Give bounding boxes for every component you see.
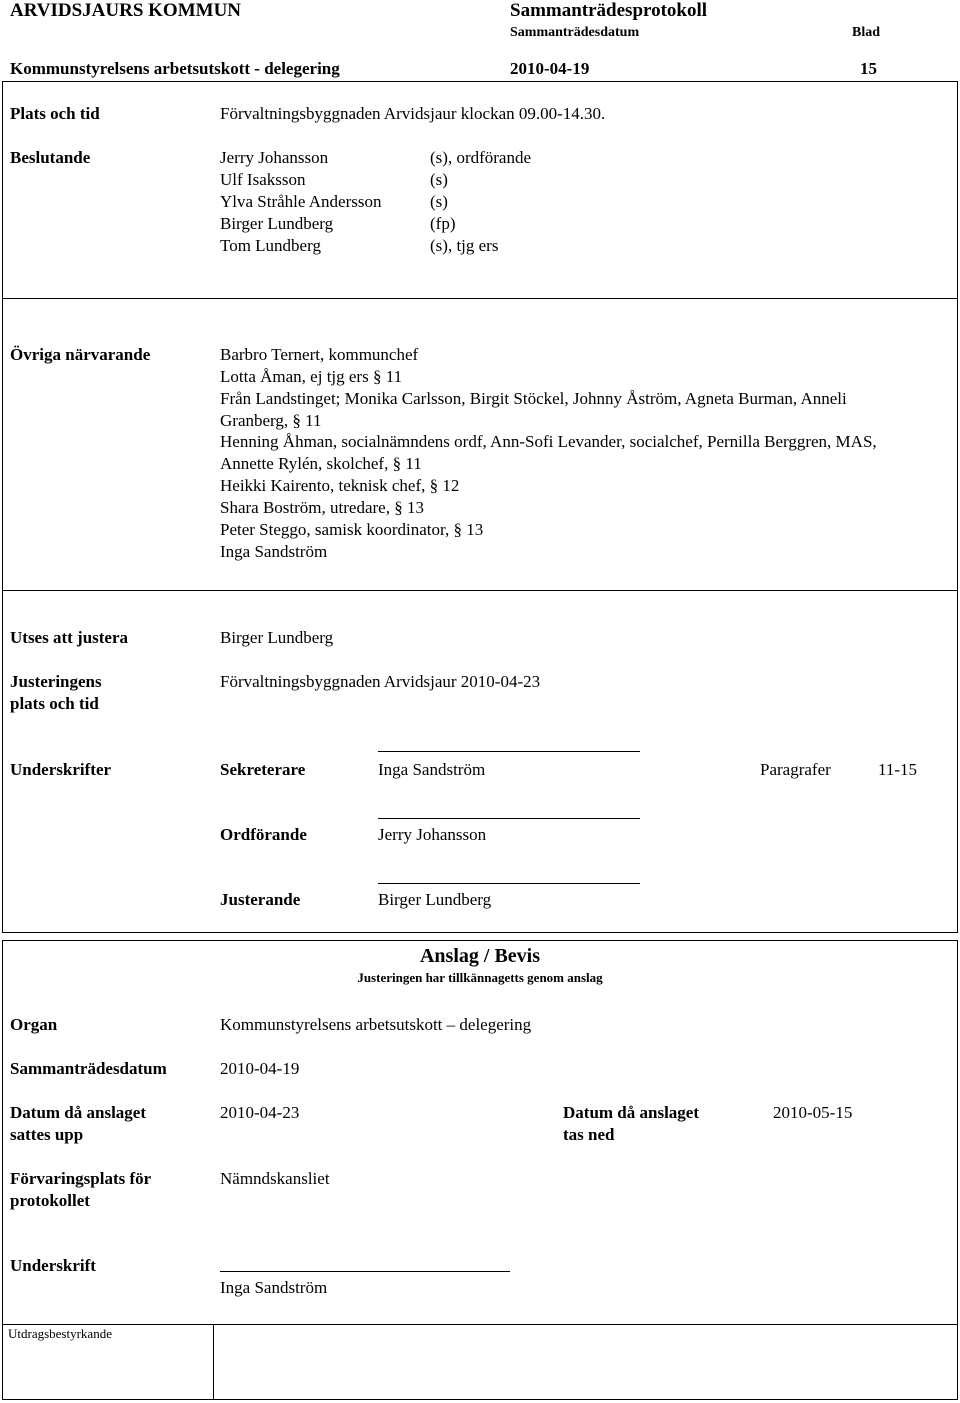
decider-name: Ylva Stråhle Andersson xyxy=(220,192,382,211)
appointed-label: Utses att justera xyxy=(10,628,129,647)
signatures-label: Underskrifter xyxy=(10,760,112,779)
deciders-label: Beslutande xyxy=(10,148,91,167)
attendee-line: Heikki Kairento, teknisk chef, § 12 xyxy=(220,476,460,495)
chair-label: Ordförande xyxy=(220,825,307,844)
notice-signature-label: Underskrift xyxy=(10,1256,96,1275)
decider-name: Tom Lundberg xyxy=(220,236,321,255)
attendee-line: Granberg, § 11 xyxy=(220,411,322,430)
signature-line xyxy=(220,1271,510,1272)
section-divider xyxy=(2,298,958,299)
attendee-line: Shara Boström, utredare, § 13 xyxy=(220,498,424,517)
place-label: Plats och tid xyxy=(10,104,100,123)
meeting-frame xyxy=(2,81,958,933)
section-divider xyxy=(2,590,958,591)
adjuster-label: Justerande xyxy=(220,890,301,909)
chair-name: Jerry Johansson xyxy=(378,825,487,844)
posted-label: Datum då anslaget xyxy=(10,1103,147,1122)
storage-label: protokollet xyxy=(10,1191,90,1210)
organ-label: Organ xyxy=(10,1015,58,1034)
decider-name: Jerry Johansson xyxy=(220,148,329,167)
decider-role: (s) xyxy=(430,192,448,211)
secretary-label: Sekreterare xyxy=(220,760,306,779)
committee-name: Kommunstyrelsens arbetsutskott - delegering xyxy=(10,59,340,78)
place-value: Förvaltningsbyggnaden Arvidsjaur klockan 09.00-14.30. xyxy=(220,104,606,123)
document-type: Sammanträdesprotokoll xyxy=(510,0,708,21)
organ-value: Kommunstyrelsens arbetsutskott – delegering xyxy=(220,1015,532,1034)
adjust-place-label: Justeringens xyxy=(10,672,102,691)
removed-label: tas ned xyxy=(563,1125,615,1144)
cell-divider xyxy=(213,1324,214,1400)
notice-signature-name: Inga Sandström xyxy=(220,1278,328,1297)
adjust-place-label: plats och tid xyxy=(10,694,99,713)
certified-label: Utdragsbestyrkande xyxy=(8,1326,112,1341)
adjust-place-value: Förvaltningsbyggnaden Arvidsjaur 2010-04-23 xyxy=(220,672,541,691)
decider-name: Birger Lundberg xyxy=(220,214,334,233)
removed-value: 2010-05-15 xyxy=(773,1103,853,1122)
notice-date-label: Sammanträdesdatum xyxy=(10,1059,167,1078)
paragraphs-value: 11-15 xyxy=(878,760,918,779)
page-label: Blad xyxy=(852,25,881,40)
attendee-line: Annette Rylén, skolchef, § 11 xyxy=(220,454,422,473)
storage-label: Förvaringsplats för xyxy=(10,1169,152,1188)
section-divider xyxy=(2,1324,958,1325)
appointed-value: Birger Lundberg xyxy=(220,628,334,647)
attendee-line: Barbro Ternert, kommunchef xyxy=(220,345,419,364)
decider-name: Ulf Isaksson xyxy=(220,170,306,189)
decider-role: (s), ordförande xyxy=(430,148,532,167)
adjuster-name: Birger Lundberg xyxy=(378,890,492,909)
signature-line xyxy=(378,818,640,819)
removed-label: Datum då anslaget xyxy=(563,1103,700,1122)
organization-name: ARVIDSJAURS KOMMUN xyxy=(10,0,242,21)
attendee-line: Henning Åhman, socialnämndens ordf, Ann-Sofi Levander, socialchef, Pernilla Berggren, MAS, xyxy=(220,432,877,451)
date-label: Sammanträdesdatum xyxy=(510,25,640,40)
notice-title: Anslag / Bevis xyxy=(419,945,541,967)
decider-role: (s) xyxy=(430,170,448,189)
secretary-name: Inga Sandström xyxy=(378,760,486,779)
attendee-line: Peter Steggo, samisk koordinator, § 13 xyxy=(220,520,484,539)
decider-role: (fp) xyxy=(430,214,456,233)
page-number: 15 xyxy=(860,59,877,78)
paragraphs-label: Paragrafer xyxy=(760,760,831,779)
others-label: Övriga närvarande xyxy=(10,345,151,364)
meeting-date: 2010-04-19 xyxy=(510,59,590,78)
storage-value: Nämndskansliet xyxy=(220,1169,330,1188)
posted-label: sattes upp xyxy=(10,1125,84,1144)
notice-subtitle: Justeringen har tillkännagetts genom anslag xyxy=(357,970,603,985)
attendee-line: Inga Sandström xyxy=(220,542,328,561)
posted-value: 2010-04-23 xyxy=(220,1103,300,1122)
attendee-line: Från Landstinget; Monika Carlsson, Birgit Stöckel, Johnny Åström, Agneta Burman, Anneli xyxy=(220,389,847,408)
decider-role: (s), tjg ers xyxy=(430,236,499,255)
notice-date-value: 2010-04-19 xyxy=(220,1059,300,1078)
signature-line xyxy=(378,883,640,884)
attendee-line: Lotta Åman, ej tjg ers § 11 xyxy=(220,367,403,386)
signature-line xyxy=(378,751,640,752)
